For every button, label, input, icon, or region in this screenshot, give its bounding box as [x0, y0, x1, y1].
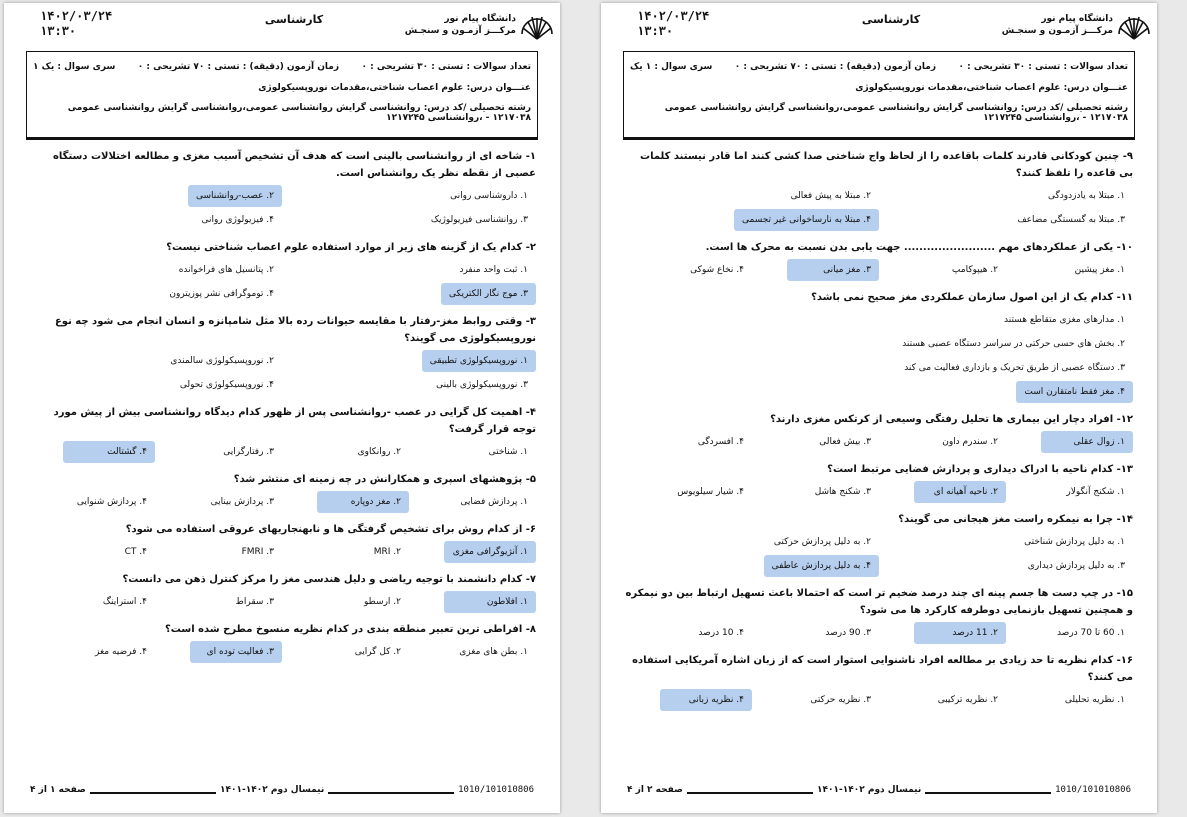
university-name: دانشگاه پیام نور [444, 14, 516, 24]
option[interactable]: ۳. رفتارگرایی [223, 447, 274, 457]
header-divider [26, 137, 538, 140]
option-selected[interactable]: ۴. به دلیل پردازش عاطفی [764, 555, 879, 577]
page-number: صفحه ۲ از ۴ [623, 785, 687, 795]
option-selected[interactable]: ۳. فعالیت توده ای [190, 641, 282, 663]
option[interactable]: ۴. استراینگ [102, 597, 147, 607]
option-selected[interactable]: ۲. مغز دوپاره [317, 491, 409, 513]
option[interactable]: ۴. پردازش شنوایی [76, 497, 147, 507]
option-selected[interactable]: ۱. افلاطون [444, 591, 536, 613]
question-text: ۲- کدام یک از گزینه های زیر از موارد استفاده علوم اعصاب شناختی نیست؟ [166, 242, 536, 253]
question-list [625, 148, 1133, 711]
university-name: دانشگاه پیام نور [1041, 14, 1113, 24]
option[interactable]: ۲. کل گرایی [354, 647, 401, 657]
option[interactable]: ۴. فرضیه مغز [94, 647, 147, 657]
question [625, 585, 1133, 644]
option[interactable]: ۴. فیزیولوژی روانی [201, 215, 274, 225]
question [28, 521, 536, 563]
exam-time: ۱۳:۳۰ [40, 24, 77, 38]
option[interactable]: ۴. 10 درصد [698, 628, 744, 638]
option-selected[interactable]: ۲. ناحیه آهیانه ای [914, 481, 1006, 503]
option[interactable]: ۳. روانشناسی فیزیولوژیک [430, 215, 528, 225]
page-header [4, 3, 560, 51]
pnu-emblem-icon [1117, 8, 1151, 42]
question [625, 652, 1133, 711]
header-divider [623, 137, 1135, 140]
field-code: رشته تحصیلی /کد درس: روانشناسی گرایش روانشناسی عمومی،روانشناسی گرایش روانشناسی عمومی ۱۲۱۷۰۳۸ - ،روانشناسی ۱۲۱۷۲۴۵ [664, 103, 1128, 123]
option[interactable]: ۳. بیش فعالی [819, 437, 871, 447]
question [625, 289, 1133, 403]
option[interactable]: ۱. به دلیل پردازش شناختی [1024, 537, 1125, 547]
exam-datetime [637, 9, 709, 39]
semester-label: نیمسال دوم ۱۴۰۲-۱۴۰۱ [813, 785, 925, 795]
question [625, 511, 1133, 577]
question-count: تعداد سوالات : تستی : ۳۰ تشریحی : ۰ [361, 62, 531, 72]
question [28, 148, 536, 231]
exam-datetime [40, 9, 112, 39]
option[interactable]: ۴. نخاع شوکی [690, 265, 744, 275]
question [28, 471, 536, 513]
exam-center-name: مرکـــز آزمـون و سنجـش [404, 26, 516, 36]
option-selected[interactable]: ۴. مبتلا به نارساخوانی غیر تجسمی [734, 209, 879, 231]
option[interactable]: ۳. پردازش بینایی [210, 497, 274, 507]
option[interactable]: ۲. نوروپسیکولوژی سالمندی [170, 356, 274, 366]
option-selected[interactable]: ۴. گشتالت [63, 441, 155, 463]
pnu-emblem-icon [520, 8, 554, 42]
question-text: ۱۲- افراد دچار این بیماری ها تحلیل رفتگی وسیعی از کرتکس مغزی دارند؟ [770, 414, 1133, 425]
question-text: ۱۱- کدام یک از این اصول سازمان عملکردی مغز صحیح نمی باشد؟ [811, 292, 1133, 303]
option[interactable]: ۴. CT [124, 547, 147, 557]
option[interactable]: ۴. شیار سیلویوس [677, 487, 744, 497]
question [625, 239, 1133, 281]
question-text: ۶- از کدام روش برای تشخیص گرفتگی ها و نابهنجاریهای عروقی استفاده می شود؟ [125, 524, 536, 535]
option[interactable]: ۱. نظریه تحلیلی [1064, 695, 1125, 705]
option[interactable]: ۳. دستگاه عصبی از طریق تحریک و بازداری فعالیت می کند [904, 363, 1125, 373]
question [28, 313, 536, 396]
question-text: ۵- پژوهشهای اسپری و همکارانش در چه زمینه ای منتشر شد؟ [233, 474, 536, 485]
option[interactable]: ۲. نظریه ترکیبی [937, 695, 998, 705]
page-footer [623, 785, 1135, 799]
page-footer [26, 785, 538, 799]
option-selected[interactable]: ۲. 11 درصد [914, 622, 1006, 644]
semester-label: نیمسال دوم ۱۴۰۲-۱۴۰۱ [216, 785, 328, 795]
question-text: ۱۶- کدام نظریه تا حد زیادی بر مطالعه افراد ناشنوایی استوار است که از زبان اشاره آمریکایی استفاده می کنند؟ [632, 655, 1133, 683]
question [28, 571, 536, 613]
option-selected[interactable]: ۳. مغز میانی [787, 259, 879, 281]
exam-date: ۱۴۰۲/۰۳/۲۴ [40, 9, 113, 23]
degree-level: کارشناسی [861, 13, 921, 26]
question-count: تعداد سوالات : تستی : ۳۰ تشریحی : ۰ [958, 62, 1128, 72]
option[interactable]: ۲. هیپوکامپ [951, 265, 998, 275]
page-header [601, 3, 1157, 51]
exam-duration: زمان آزمون (دقیقه) : تستی : ۷۰ تشریحی : ۰ [734, 62, 937, 72]
option[interactable]: ۱. ثبت واحد منفرد [459, 265, 528, 275]
question-series: سری سوال : یک ۱ [33, 62, 116, 72]
exam-info-box [623, 51, 1135, 137]
option[interactable]: ۲. پتانسیل های فراخوانده [178, 265, 274, 275]
option[interactable]: ۲. به دلیل پردازش حرکتی [773, 537, 871, 547]
field-code: رشته تحصیلی /کد درس: روانشناسی گرایش روانشناسی عمومی،روانشناسی گرایش روانشناسی عمومی ۱۲۱۷۰۳۸ - ،روانشناسی ۱۲۱۷۲۴۵ [67, 103, 531, 123]
exam-page-2 [601, 3, 1157, 813]
question-series: سری سوال : ۱ یک [630, 62, 713, 72]
option[interactable]: ۲. MRI [373, 547, 401, 557]
exam-center-name: مرکـــز آزمـون و سنجـش [1001, 26, 1113, 36]
option[interactable]: ۳. به دلیل پردازش دیداری [1027, 561, 1125, 571]
exam-time: ۱۳:۳۰ [637, 24, 674, 38]
option[interactable]: ۱. 60 تا 70 درصد [1056, 628, 1125, 638]
option-selected[interactable]: ۲. عصب-روانشناسی [188, 185, 282, 207]
option[interactable]: ۲. مبتلا به پیش فعالی [790, 191, 871, 201]
question-text: ۳- وقتی روابط مغز-رفتار با مقایسه حیوانات رده بالا مثل شامپانزه و انسان انجام می شود چه نوع نوروپسیکولوژی می گویند؟ [54, 316, 536, 344]
option[interactable]: ۳. FMRI [241, 547, 274, 557]
question-text: ۱۳- کدام ناحیه با ادراک دیداری و پردازش فضایی مرتبط است؟ [827, 464, 1133, 475]
booklet-code: 1010/101010806 [1051, 785, 1135, 795]
question-list [28, 148, 536, 663]
exam-page-1 [4, 3, 560, 813]
option-selected[interactable]: ۱. زوال عقلی [1041, 431, 1133, 453]
question [28, 239, 536, 305]
question [625, 461, 1133, 503]
question [625, 411, 1133, 453]
option[interactable]: ۱. شکنج آنگولار [1066, 487, 1125, 497]
page-number: صفحه ۱ از ۴ [26, 785, 90, 795]
question-text: ۱- شاخه ای از روانشناسی بالینی است که هدف آن تشخیص آسیب مغزی و مطالعه اختلالات دستگاه عصبی از نقطه نظر یک روانشناس است. [53, 151, 536, 179]
question-text: ۹- چنین کودکانی قادرند کلمات باقاعده را از لحاظ واج شناختی صدا کشی کنند اما قادر نیستند کلمات بی قاعده را تلفظ کنند؟ [640, 151, 1133, 179]
option[interactable]: ۳. 90 درصد [825, 628, 871, 638]
option-selected[interactable]: ۱. آنژیوگرافی مغزی [444, 541, 536, 563]
question [28, 404, 536, 463]
option[interactable]: ۱. بطن های مغزی [459, 647, 528, 657]
option[interactable]: ۲. روانکاوی [357, 447, 401, 457]
question-text: ۴- اهمیت کل گرایی در عصب -روانشناسی پس از ظهور کدام دیدگاه روانشناسی بیش از پیش مورد توجه قرار گرفت؟ [53, 407, 536, 435]
question [625, 148, 1133, 231]
course-title: عنـــوان درس: علوم اعصاب شناختی،مقدمات نوروپسیکولوژی [855, 83, 1128, 93]
option[interactable]: ۳. نظریه حرکتی [810, 695, 871, 705]
question-text: ۱۵- در چپ دست ها جسم پینه ای چند درصد ضخیم تر است که احتمالا باعث تسهیل ارتباط بین دو نیمکره و همچنین تسهیل بازنمایی دوطرفه کارکرد ها می شود؟ [625, 588, 1133, 616]
question [28, 621, 536, 663]
option[interactable]: ۴. نوروپسیکولوژی تحولی [179, 380, 274, 390]
option[interactable]: ۱. شناختی [488, 447, 528, 457]
option[interactable]: ۲. سندرم داون [942, 437, 998, 447]
option-selected[interactable]: ۴. مغز فقط نامتقارن است [1016, 381, 1133, 403]
option-selected[interactable]: ۴. نظریه زبانی [660, 689, 752, 711]
option[interactable]: ۳. شکنج هاشل [814, 487, 871, 497]
exam-duration: زمان آزمون (دقیقه) : تستی : ۷۰ تشریحی : ۰ [137, 62, 340, 72]
option-selected[interactable]: ۱. نوروپسیکولوژی تطبیقی [422, 350, 536, 372]
degree-level: کارشناسی [264, 13, 324, 26]
option[interactable]: ۳. مبتلا به گسستگی مضاعف [1017, 215, 1125, 225]
option[interactable]: ۱. مغز پیشین [1074, 265, 1125, 275]
booklet-code: 1010/101010806 [454, 785, 538, 795]
option[interactable]: ۱. مدارهای مغزی متقاطع هستند [1004, 315, 1125, 325]
question-text: ۱۰- یکی از عملکردهای مهم ........................ جهت یابی بدن نسبت به محرک ها است. [705, 242, 1133, 253]
option[interactable]: ۱. مبتلا به یادزدودگی [1048, 191, 1125, 201]
university-logo [405, 8, 554, 42]
option[interactable]: ۳. سقراط [235, 597, 274, 607]
option[interactable]: ۴. افسردگی [697, 437, 744, 447]
question-text: ۱۴- چرا به نیمکره راست مغز هیجانی می گویند؟ [898, 514, 1133, 525]
exam-date: ۱۴۰۲/۰۳/۲۴ [637, 9, 710, 23]
option[interactable]: ۱. داروشناسی روانی [450, 191, 528, 201]
course-title: عنـــوان درس: علوم اعصاب شناختی،مقدمات نوروپسیکولوژی [258, 83, 531, 93]
option[interactable]: ۳. نوروپسیکولوژی بالینی [436, 380, 528, 390]
university-logo [1002, 8, 1151, 42]
exam-info-box [26, 51, 538, 137]
question-text: ۷- کدام دانشمند با توجیه ریاضی و دلیل هندسی مغز را مرکز کنترل ذهن می دانست؟ [122, 574, 536, 585]
option[interactable]: ۲. ارسطو [364, 597, 401, 607]
question-text: ۸- افراطی ترین تعبیر منطقه بندی در کدام نظریه منسوخ مطرح شده است؟ [165, 624, 536, 635]
option-selected[interactable]: ۳. موج نگار الکتریکی [441, 283, 536, 305]
option[interactable]: ۲. بخش های حسی حرکتی در سراسر دستگاه عصبی هستند [902, 339, 1125, 349]
option[interactable]: ۴. توموگرافی نشر پوزیترون [169, 289, 274, 299]
option[interactable]: ۱. پردازش فضایی [460, 497, 528, 507]
